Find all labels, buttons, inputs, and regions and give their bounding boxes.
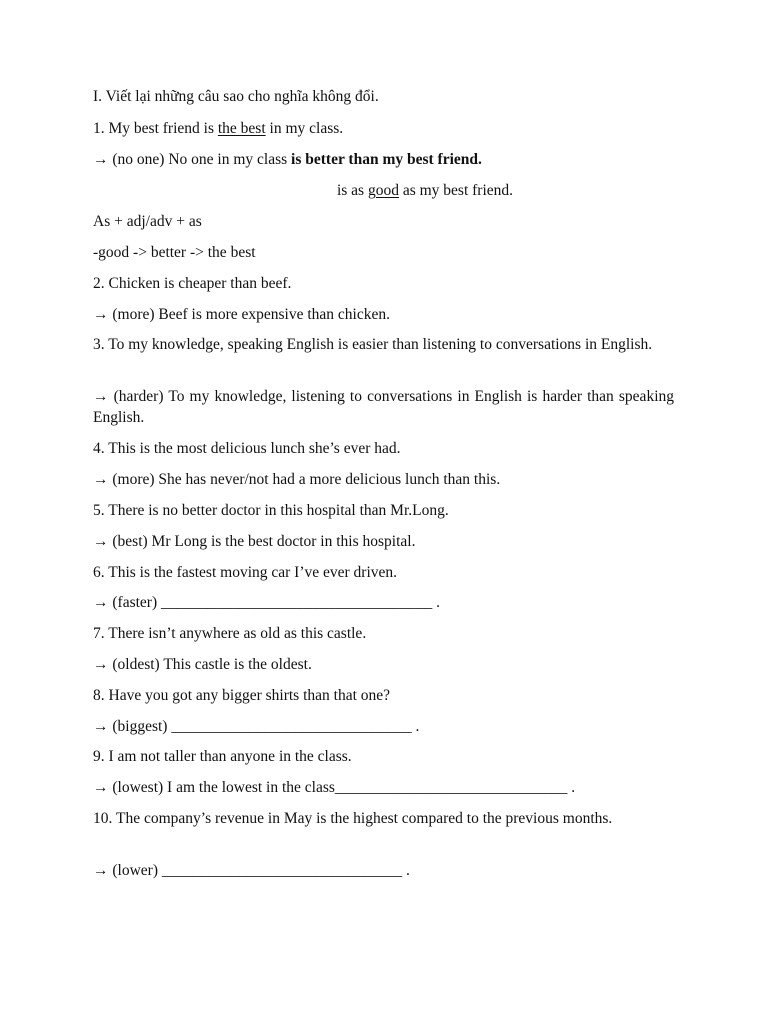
note-as-adj-as: As + adj/adv + as <box>93 213 202 230</box>
answer-5-text: (best) Mr Long is the best doctor in this hospital. <box>108 533 416 550</box>
question-7: 7. There isn’t anywhere as old as this castle. <box>93 625 367 642</box>
arrow-icon: → <box>93 533 109 550</box>
arrow-icon: → <box>93 388 109 405</box>
arrow-icon: → <box>93 656 109 673</box>
question-2: 2. Chicken is cheaper than beef. <box>93 275 292 292</box>
answer-1 <box>93 149 674 170</box>
answer-4-text: (more) She has never/not had a more delicious lunch than this. <box>108 471 501 488</box>
arrow-icon: → <box>93 862 109 879</box>
answer-1-prefix: (no one) No one in my class <box>108 151 292 168</box>
answer-10-blank: (lower) _______________________________ . <box>108 862 410 879</box>
answer-7-text: (oldest) This castle is the oldest. <box>108 656 312 673</box>
question-10: 10. The company’s revenue in May is the highest compared to the previous months. <box>93 810 613 827</box>
answer-1-alt-suffix: as my best friend. <box>398 182 514 199</box>
answer-2 <box>93 304 674 325</box>
question-5: 5. There is no better doctor in this hospital than Mr.Long. <box>93 502 449 519</box>
question-9: 9. I am not taller than anyone in the class. <box>93 748 352 765</box>
worksheet-heading: I. Viết lại những câu sao cho nghĩa không đổi. <box>93 88 379 105</box>
answer-8 <box>93 716 674 737</box>
answer-1-alternative <box>0 180 768 201</box>
arrow-icon: → <box>93 718 109 735</box>
arrow-icon: → <box>93 471 109 488</box>
answer-5 <box>93 531 674 552</box>
question-3: 3. To my knowledge, speaking English is easier than listening to conversations in English. <box>93 336 653 353</box>
arrow-icon: → <box>93 306 109 323</box>
answer-8-blank: (biggest) _______________________________ . <box>108 718 420 735</box>
answer-6 <box>93 592 674 613</box>
question-8: 8. Have you got any bigger shirts than that one? <box>93 687 391 704</box>
answer-6-blank: (faster) ___________________________________ . <box>108 594 440 611</box>
arrow-icon: → <box>93 151 109 168</box>
answer-1-alt-prefix: is as <box>336 182 368 199</box>
answer-1-alt-underlined: good <box>367 182 399 199</box>
answer-4 <box>93 469 674 490</box>
question-1 <box>93 118 674 139</box>
question-1-suffix: in my class. <box>265 120 344 137</box>
note-good-better-best: -good -> better -> the best <box>93 244 256 261</box>
arrow-icon: → <box>93 779 109 796</box>
question-4: 4. This is the most delicious lunch she’s ever had. <box>93 440 401 457</box>
answer-3 <box>93 386 674 428</box>
answer-7 <box>93 654 674 675</box>
question-6: 6. This is the fastest moving car I’ve ever driven. <box>93 564 398 581</box>
question-1-underlined: the best <box>217 120 266 137</box>
answer-2-text: (more) Beef is more expensive than chicken. <box>108 306 390 323</box>
question-1-prefix: 1. My best friend is <box>93 120 218 137</box>
answer-9 <box>93 777 674 798</box>
answer-10 <box>93 860 674 881</box>
answer-3-text: (harder) To my knowledge, listening to conversations in English is harder than speaking English. <box>93 388 674 426</box>
answer-9-text: (lowest) I am the lowest in the class______________________________ . <box>108 779 576 796</box>
answer-1-bold: is better than my best friend. <box>291 151 482 168</box>
arrow-icon: → <box>93 594 109 611</box>
